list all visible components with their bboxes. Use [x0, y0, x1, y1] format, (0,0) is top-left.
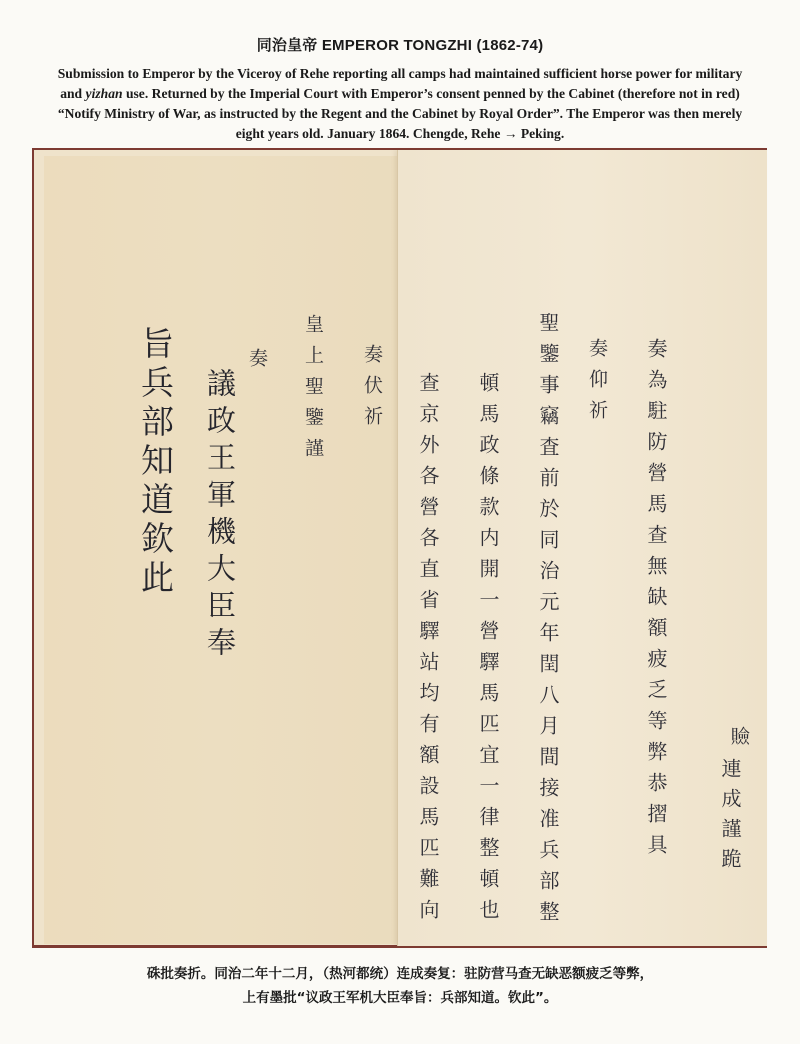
description-line-1: Submission to Emperor by the Viceroy of Rehe reporting all camps had maintained sufficient horse power for military: [57, 66, 743, 81]
zoufu-column: 奏伏祈: [361, 344, 383, 437]
memorial-column-6-top: 𧸘: [728, 726, 752, 758]
memorial-right-page: [398, 150, 767, 946]
page-title: 同治皇帝 EMPEROR TONGZHI (1862-74): [256, 37, 544, 54]
chinese-caption-line-2: 上有墨批“议政王军机大臣奉旨：兵部知道。钦此”。: [242, 990, 558, 1006]
memorial-left-page: [44, 156, 426, 944]
description-line-2-suffix: use. Returned by the Imperial Court with Emperor’s consent penned by the Cabinet (therefore not in red): [122, 86, 740, 101]
description-line-2-prefix: and: [60, 86, 86, 101]
chinese-caption: [0, 962, 800, 1010]
zou-column: 奏: [246, 348, 268, 379]
chinese-caption-line-1: 硃批奏折。同治二年十二月，（热河都统）连成奏复：驻防营马查无缺恶额疲乏等弊，: [146, 966, 654, 982]
description-line-2: [30, 84, 770, 104]
memorial-column-5: 奏為駐防營馬查無缺額疲乏等弊恭摺具: [644, 338, 668, 865]
memorial-column-2: 頓馬政條款内開一營驛馬匹宜一律整頓也: [476, 372, 500, 930]
yizhan-term: yizhan: [85, 86, 123, 101]
memorial-column-4: 奏仰祈: [586, 338, 608, 431]
memorial-document-frame: [32, 148, 767, 948]
edict-column-1: 旨兵部知道欽此: [136, 326, 175, 599]
edict-column-2: 議政王軍機大臣奉: [203, 368, 237, 664]
memorial-signature-column: 連成謹跪: [718, 758, 742, 878]
description-line-4: eight years old. January 1864. Chengde, Rehe → Peking.: [235, 126, 565, 141]
memorial-column-1: 查京外各營各直省驛站均有額設馬匹難向: [416, 372, 440, 930]
memorial-column-3: 聖鑒事竊査前於同治元年閏八月間接准兵部整: [536, 312, 560, 932]
description-line-3: “Notify Ministry of War, as instructed by the Regent and the Cabinet by Royal Order”. The Emperor was then merely: [57, 106, 743, 121]
emperor-column: 皇上聖鑒謹: [302, 314, 324, 469]
description: [30, 64, 770, 144]
